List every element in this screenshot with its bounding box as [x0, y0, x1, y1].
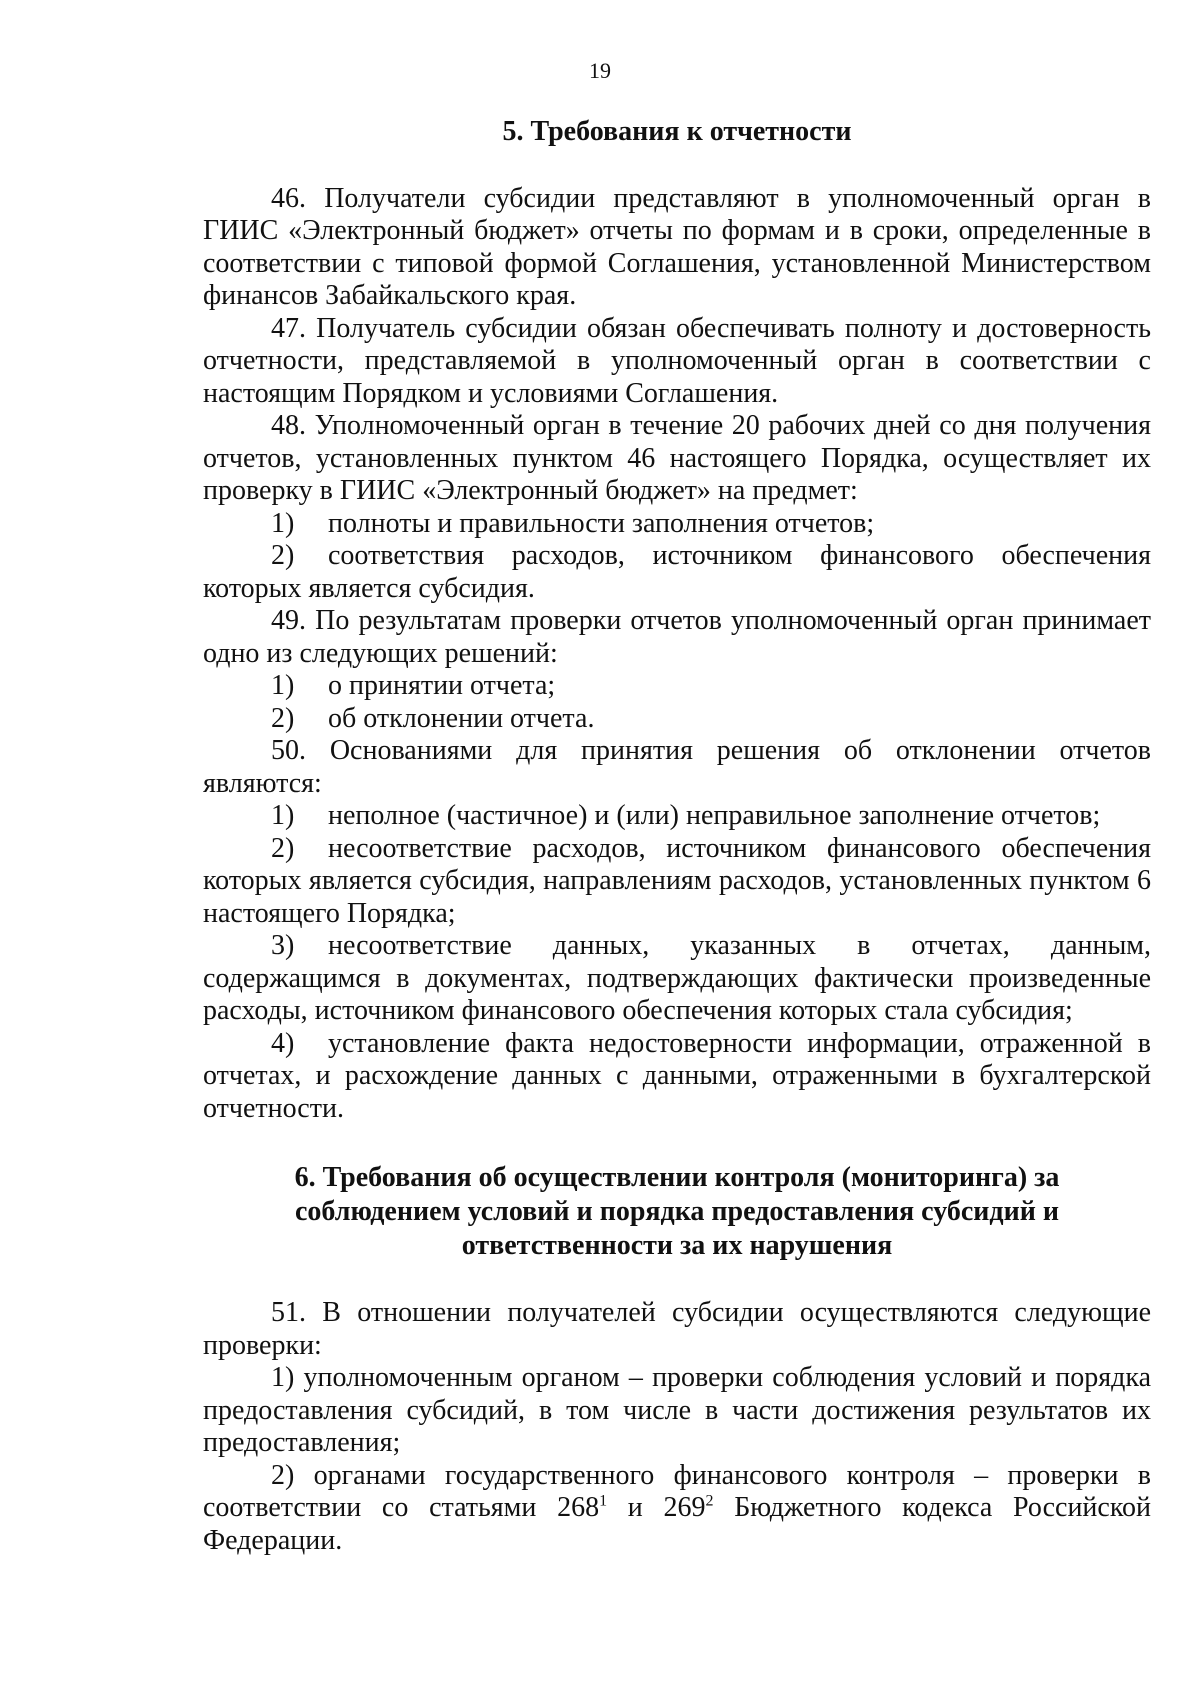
section-6-heading-line-2: соблюдением условий и порядка предоставления субсидий и [295, 1196, 1059, 1227]
paragraph-49-item-2 [203, 703, 1151, 736]
item-number: 1) [271, 670, 295, 701]
item-text: об отклонении отчета. [328, 702, 595, 734]
item-text-start: 2) органами государственного финансового контроля – проверки в соответствии со статьями [203, 1459, 1151, 1523]
paragraph-48-item-1 [203, 508, 1151, 541]
paragraph-51: 51. В отношении получателей субсидии осуществляются следующие проверки: [203, 1297, 1151, 1361]
paragraph-47: 47. Получатель субсидии обязан обеспечивать полноту и достоверность отчетности, представляемой в уполномоченный орган в соответствии с настоящим Порядком и условиями Соглашения. [203, 312, 1151, 409]
item-number: 2) [271, 702, 295, 734]
item-text: полноты и правильности заполнения отчетов; [328, 507, 875, 539]
item-number: 4) [271, 1027, 295, 1059]
paragraph-46: 46. Получатели субсидии представляют в уполномоченный орган в ГИИС «Электронный бюджет» отчеты по формам и в сроки, определенные в соответствии с типовой формой Соглашения, установленной Министерством финансов Забайкальского края. [203, 182, 1151, 311]
paragraph-49: 49. По результатам проверки отчетов уполномоченный орган принимает одно из следующих решений: [203, 605, 1151, 669]
section-6-heading-line-1: 6. Требования об осуществлении контроля (мониторинга) за [294, 1162, 1060, 1193]
paragraph-50-item-2 [203, 833, 1151, 931]
item-text: неполное (частичное) и (или) неправильное заполнение отчетов; [328, 800, 1101, 831]
item-text-end: Бюджетного кодекса Российской Федерации. [203, 1492, 1152, 1556]
item-text: несоответствие данных, указанных в отчетах, данным, содержащимся в документах, подтверждающих фактически произведенные расходы, источником финансового обеспечения которых стала субсидия; [203, 930, 1151, 1026]
paragraph-51-item-2 [203, 1460, 1151, 1558]
article-superscript: 2 [705, 1492, 714, 1510]
paragraph-51-item-1: 1) уполномоченным органом – проверки соблюдения условий и порядка предоставления субсидий, в том числе в части достижения результатов их предоставления; [203, 1362, 1151, 1458]
paragraph-48: 48. Уполномоченный орган в течение 20 рабочих дней со дня получения отчетов, установленных пунктом 46 настоящего Порядка, осуществляет их проверку в ГИИС «Электронный бюджет» на предмет: [203, 410, 1151, 506]
article-number: 268 [557, 1492, 600, 1523]
paragraph-50-item-3 [203, 930, 1151, 1028]
paragraph-50-item-4 [203, 1028, 1151, 1126]
paragraph-50: 50. Основаниями для принятия решения об отклонении отчетов являются: [203, 735, 1151, 799]
item-text: несоответствие расходов, источником финансового обеспечения которых является субсидия, направлениям расходов, установленных пунктом 6 настоящего Порядка; [203, 832, 1151, 929]
item-text: о принятии отчета; [328, 670, 556, 701]
item-number: 2) [271, 540, 295, 571]
item-text-middle: и [607, 1492, 664, 1523]
article-number: 269 [663, 1492, 706, 1523]
document-body [203, 116, 1151, 1557]
item-number: 3) [271, 930, 295, 961]
section-5-heading: 5. Требования к отчетности [502, 116, 852, 147]
section-6-heading [203, 1161, 1151, 1263]
article-superscript: 1 [599, 1492, 608, 1510]
paragraph-49-item-1 [203, 670, 1151, 703]
item-text: соответствия расходов, источником финансового обеспечения которых является субсидия. [203, 540, 1151, 604]
page-number: 19 [589, 58, 611, 83]
item-number: 2) [271, 832, 295, 864]
paragraph-48-item-2 [203, 540, 1151, 605]
paragraph-50-item-1 [203, 800, 1151, 833]
item-number: 1) [271, 800, 295, 831]
item-number: 1) [271, 507, 295, 539]
item-text: установление факта недостоверности информации, отраженной в отчетах, и расхождение данных с данными, отраженными в бухгалтерской отчетности. [203, 1027, 1151, 1124]
section-6-heading-line-3: ответственности за их нарушения [461, 1230, 893, 1261]
